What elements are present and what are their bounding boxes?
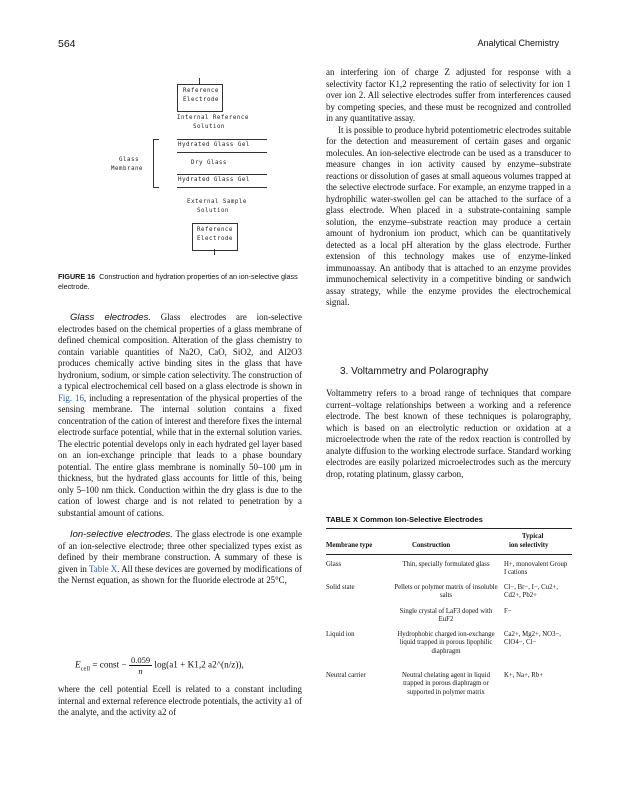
th-ion-selectivity: ion selectivity — [509, 542, 549, 549]
label-reference-top: Reference — [183, 88, 219, 94]
fig-16-link[interactable]: Fig. 16 — [58, 392, 84, 403]
gel-line-4 — [177, 187, 267, 188]
right-column — [326, 67, 571, 309]
label-external-sample: External Sample — [187, 199, 247, 205]
eq-numerator: 0.059 — [130, 655, 151, 665]
row-laf3-selectivity: F− — [504, 608, 512, 615]
th-typical: Typical — [522, 533, 544, 540]
row-neutral-type: Neutral carrier — [326, 672, 366, 679]
row-glass-type: Glass — [326, 561, 342, 568]
eq-sub: cell — [80, 665, 91, 673]
label-internal-reference: Internal Reference — [177, 115, 249, 121]
membrane-bracket — [153, 139, 154, 188]
label-reference-bottom: Reference — [197, 227, 233, 233]
row-neutral-selectivity: K+, Na+, Rb+ — [504, 672, 544, 679]
right-paragraph-1: an interfering ion of charge Z adjusted for response with a selectivity factor K1,2 representing the ratio of selectivity for ion 1 over ion 2. All selective electrodes suffer from interferences caused by competing species, and these must be recognized and controlled in any quantitative assay. — [326, 67, 571, 123]
right-column-lower — [326, 388, 571, 480]
label-membrane: Membrane — [111, 166, 143, 172]
top-lead-line — [199, 78, 200, 84]
bracket-bottom — [153, 187, 159, 188]
left-column — [58, 312, 302, 587]
bottom-lead-line — [214, 249, 215, 255]
ion-selective-text-2: . All these devices are governed by modifications of the Nernst equation, as shown for the fluoride electrode at 25°C, — [58, 563, 303, 585]
label-hydrated-gel-2: Hydrated Glass Gel — [178, 177, 250, 183]
label-external-solution: Solution — [197, 208, 229, 214]
row-liquid-construction: Hydrophobic charged ion-exchange liquid trapped in porous lipophilic diaphragm — [397, 631, 495, 655]
table-header-rule — [326, 554, 572, 555]
row-solid-selectivity: Cl−, Br−, I−, Cu2+, Cd2+, Pb2+ — [504, 584, 559, 600]
eq-denominator: n — [138, 666, 143, 676]
figure-caption — [58, 272, 303, 291]
row-laf3-construction: Single crystal of LaF3 doped with EuF2 — [399, 608, 493, 624]
figure-16-diagram — [95, 78, 305, 268]
row-solid-construction: Pellets or polymer matrix of insoluble salts — [394, 584, 498, 600]
caption-text: Construction and hydration properties of an ion-selective glass electrode. — [58, 272, 298, 291]
eq-lhs: E — [75, 659, 81, 670]
page-number: 564 — [58, 38, 76, 50]
glass-electrodes-text-2: , including a representation of the physical properties of the sensing membrane. The internal solution contains a fixed concentration of the cation of interest and therefore fixes the internal electrode surface potential, while that in the external solution varies. The electric potential develops only in each hydrated gel layer based on an ion-exchange principle that leads to a phase boundary potential. The entire glass membrane is nominally 50–100 μm in thickness, but the hydrated glass accounts for little of this, being only 5–100 nm thick. Conduction within the dry glass is due to the cation of lowest charge and is not related to penetration by a substantial amount of cations. — [58, 392, 303, 518]
table-caption: TABLE X Common Ion-Selective Electrodes — [326, 515, 483, 524]
voltammetry-paragraph: Voltammetry refers to a broad range of techniques that compare current–voltage relationships between a working and a reference electrode. The best known of these techniques is polarography, which is based on an electrolytic reduction or oxidation at a microelectrode when the rate of the redox reaction is controlled by analyte diffusion to the working electrode surface. Standard working electrodes are easily polarized microelectrodes such as the mercury drop, rotating platinum, glassy carbon, — [326, 388, 571, 479]
row-liquid-selectivity: Ca2+, Mg2+, NO3−, ClO4−, Cl− — [504, 631, 562, 647]
row-liquid-type: Liquid ion — [326, 631, 355, 638]
table-top-rule — [326, 528, 572, 529]
row-glass-construction: Thin, specially formulated glass — [402, 561, 490, 568]
gel-line-1 — [177, 139, 267, 140]
th-membrane-type: Membrane type — [326, 542, 373, 549]
label-electrode-top: Electrode — [183, 97, 219, 103]
nernst-equation — [75, 655, 305, 676]
section-heading: 3. Voltammetry and Polarography — [340, 366, 489, 377]
eq-rhs: log(a1 + K1,2 a2^(n/z)), — [154, 659, 244, 670]
label-glass: Glass — [119, 157, 139, 163]
glass-electrodes-heading: Glass electrodes. — [70, 312, 151, 323]
right-paragraph-2: It is possible to produce hybrid potentiometric electrodes suitable for the detection and measurement of certain gases and organic molecules. An ion-selective electrode can be used as a transducer to measure changes in ion activity caused by enzyme–substrate reactions or dissolution of gases at small aqueous volumes trapped at the selective electrode surface. For example, an enzyme trapped in a hydrophilic water-swollen gel can be attached to the surface of a glass electrode. When placed in a substrate-containing sample solution, the enzyme–substrate reaction may produce a certain amount of hydronium ion product, which can be quantitatively detected as a local pH alteration by the glass electrode. Further extension of this technology makes use of enzyme-linked immunoassay. An antibody that is attached to an enzyme provides immunochemical selectivity in a competitive binding or sandwich assay strategy, while the enzyme provides the electrochemical signal. — [326, 124, 571, 307]
th-construction: Construction — [412, 542, 451, 549]
left-final-paragraph: where the cell potential Ecell is related to a constant including internal and external reference electrode potentials, the activity a1 of the analyte, and the activity a2 of — [58, 684, 302, 717]
ion-selective-text: The glass electrode is one example of an ion-selective electrode; three other specialized types exist as defined by their membrane construction. A summary of these is given in — [58, 529, 302, 574]
bracket-top — [153, 139, 159, 140]
label-internal-solution: Solution — [193, 124, 225, 130]
row-glass-selectivity: H+, monovalent Group I cations — [504, 561, 568, 577]
ion-selective-heading: Ion-selective electrodes. — [70, 529, 173, 540]
caption-label: FIGURE 16 — [58, 272, 96, 281]
table-x-link[interactable]: Table X — [88, 563, 118, 574]
gel-line-3 — [177, 174, 267, 175]
left-column-tail — [58, 684, 302, 719]
gel-line-2 — [177, 152, 267, 153]
running-title: Analytical Chemistry — [477, 38, 559, 48]
eq-mid: = const − — [92, 659, 127, 670]
row-solid-type: Solid state — [326, 584, 355, 591]
row-neutral-construction: Neutral chelating agent in liquid trapped in porous diaphragm or supported in polymer matrix — [402, 672, 490, 696]
glass-electrodes-text: Glass electrodes are ion-selective electrodes based on the chemical properties of a glass membrane of defined chemical composition. Alteration of the glass chemistry to contain variable quantities of Na2O, CaO, SiO2, and Al2O3 produces chemically active binding sites in the glass that have hydronium, sodium, or simple cation selectivity. The construction of a typical electrochemical cell based on a glass electrode is shown in — [58, 312, 302, 391]
label-electrode-bottom: Electrode — [197, 236, 233, 242]
label-dry-glass: Dry Glass — [191, 160, 227, 166]
label-hydrated-gel-1: Hydrated Glass Gel — [178, 142, 250, 148]
